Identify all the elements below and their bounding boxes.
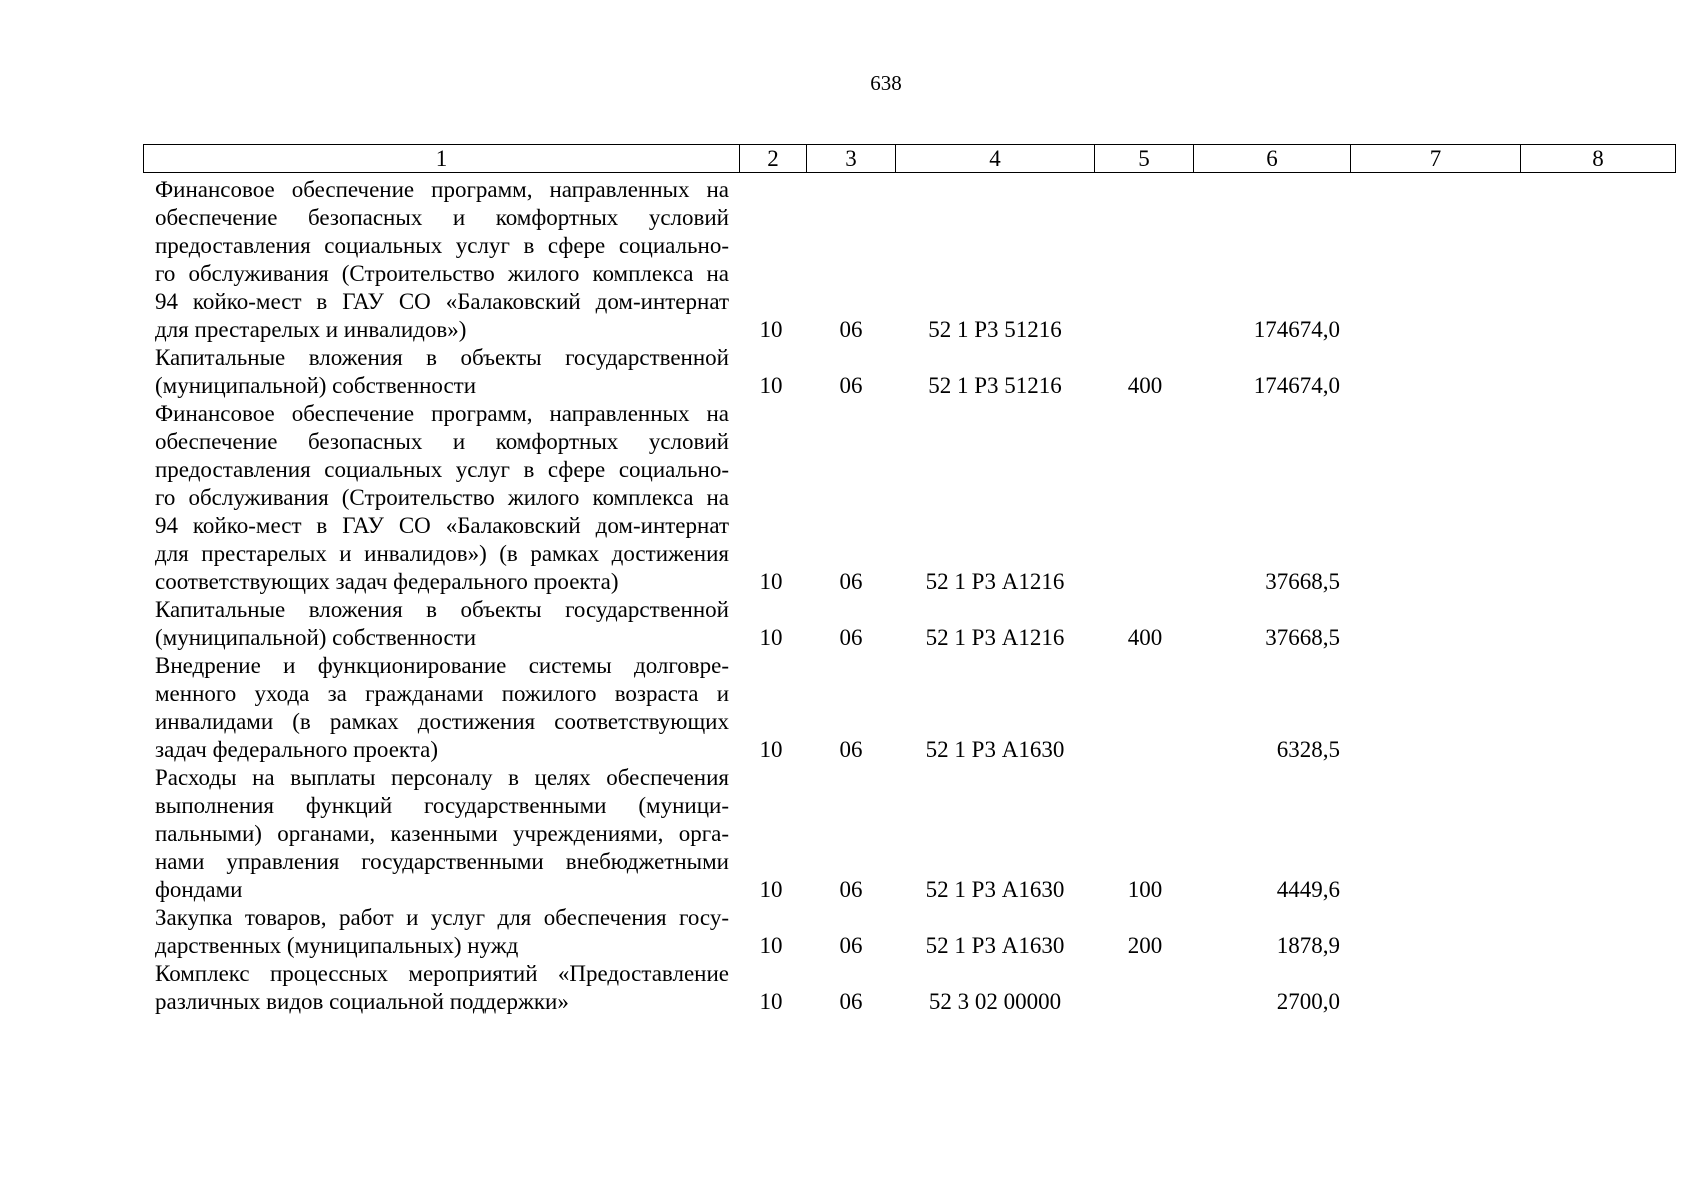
page-number: 638 bbox=[870, 71, 902, 95]
table-body bbox=[0, 176, 1697, 1016]
expense-type-code: 200 bbox=[1127, 933, 1163, 958]
amount-value: 174674,0 bbox=[1253, 317, 1340, 342]
table-row bbox=[0, 960, 1697, 1016]
amount-value: 37668,5 bbox=[1265, 625, 1340, 650]
table-row bbox=[0, 400, 1697, 596]
section-code: 10 bbox=[759, 989, 783, 1014]
description-line: дарственных (муниципальных) нужд bbox=[155, 933, 519, 958]
description-line: нами управления государственными внебюджетными bbox=[155, 849, 729, 874]
expense-type-code: 400 bbox=[1127, 373, 1163, 398]
column-header-5: 5 bbox=[1095, 145, 1194, 173]
description-line: инвалидами (в рамках достижения соответствующих bbox=[155, 709, 729, 734]
description-line: Финансовое обеспечение программ, направленных на bbox=[155, 177, 729, 202]
description-line: го обслуживания (Строительство жилого комплекса на bbox=[155, 261, 729, 286]
table-row bbox=[0, 176, 1697, 344]
target-article-code: 52 1 Р3 51216 bbox=[928, 317, 1062, 342]
table-row bbox=[0, 904, 1697, 960]
expense-type-code: 400 bbox=[1127, 625, 1163, 650]
amount-value: 1878,9 bbox=[1276, 933, 1340, 958]
row-description bbox=[155, 960, 729, 1016]
description-line: Закупка товаров, работ и услуг для обеспечения госу- bbox=[155, 905, 729, 930]
description-line: менного ухода за гражданами пожилого возраста и bbox=[155, 681, 729, 706]
amount-value: 174674,0 bbox=[1253, 373, 1340, 398]
description-line: Комплекс процессных мероприятий «Предоставление bbox=[155, 961, 729, 986]
row-description bbox=[155, 344, 729, 400]
subsection-code: 06 bbox=[839, 877, 863, 902]
target-article-code: 52 1 Р3 А1216 bbox=[925, 569, 1065, 594]
column-header-table bbox=[143, 144, 1676, 173]
expense-type-code: 100 bbox=[1127, 877, 1163, 902]
amount-value: 2700,0 bbox=[1276, 989, 1340, 1014]
target-article-code: 52 1 Р3 А1630 bbox=[925, 933, 1065, 958]
section-code: 10 bbox=[759, 373, 783, 398]
description-line: выполнения функций государственными (муници- bbox=[155, 793, 729, 818]
target-article-code: 52 3 02 00000 bbox=[928, 989, 1062, 1014]
description-line: для престарелых и инвалидов») bbox=[155, 317, 467, 342]
column-header-6: 6 bbox=[1194, 145, 1351, 173]
section-code: 10 bbox=[759, 317, 783, 342]
section-code: 10 bbox=[759, 625, 783, 650]
description-line: Внедрение и функционирование системы долговре- bbox=[155, 653, 729, 678]
row-description bbox=[155, 764, 729, 904]
row-description bbox=[155, 596, 729, 652]
subsection-code: 06 bbox=[839, 569, 863, 594]
amount-value: 6328,5 bbox=[1276, 737, 1340, 762]
column-header-1: 1 bbox=[144, 145, 740, 173]
description-line: (муниципальной) собственности bbox=[155, 373, 477, 398]
row-description bbox=[155, 652, 729, 764]
column-header-7: 7 bbox=[1351, 145, 1521, 173]
row-description bbox=[155, 176, 729, 344]
section-code: 10 bbox=[759, 933, 783, 958]
subsection-code: 06 bbox=[839, 373, 863, 398]
description-line: предоставления социальных услуг в сфере социально- bbox=[155, 457, 729, 482]
section-code: 10 bbox=[759, 877, 783, 902]
table-row bbox=[0, 344, 1697, 400]
column-header-4: 4 bbox=[896, 145, 1095, 173]
description-line: 94 койко-мест в ГАУ СО «Балаковский дом-интернат bbox=[155, 513, 729, 538]
table-row bbox=[0, 652, 1697, 764]
description-line: (муниципальной) собственности bbox=[155, 625, 477, 650]
description-line: Капитальные вложения в объекты государственной bbox=[155, 597, 729, 622]
description-line: обеспечение безопасных и комфортных условий bbox=[155, 429, 729, 454]
amount-value: 37668,5 bbox=[1265, 569, 1340, 594]
target-article-code: 52 1 Р3 А1630 bbox=[925, 877, 1065, 902]
column-header-2: 2 bbox=[740, 145, 807, 173]
column-header-8: 8 bbox=[1521, 145, 1676, 173]
subsection-code: 06 bbox=[839, 625, 863, 650]
description-line: предоставления социальных услуг в сфере социально- bbox=[155, 233, 729, 258]
description-line: 94 койко-мест в ГАУ СО «Балаковский дом-интернат bbox=[155, 289, 729, 314]
description-line: для престарелых и инвалидов») (в рамках достижения bbox=[155, 541, 729, 566]
description-line: пальными) органами, казенными учреждениями, орга- bbox=[155, 821, 729, 846]
row-description bbox=[155, 904, 729, 960]
description-line: различных видов социальной поддержки» bbox=[155, 989, 569, 1014]
description-line: фондами bbox=[155, 877, 243, 902]
target-article-code: 52 1 Р3 А1630 bbox=[925, 737, 1065, 762]
description-line: Финансовое обеспечение программ, направленных на bbox=[155, 401, 729, 426]
column-header-3: 3 bbox=[807, 145, 896, 173]
target-article-code: 52 1 Р3 51216 bbox=[928, 373, 1062, 398]
row-description bbox=[155, 400, 729, 596]
section-code: 10 bbox=[759, 569, 783, 594]
description-line: го обслуживания (Строительство жилого комплекса на bbox=[155, 485, 729, 510]
section-code: 10 bbox=[759, 737, 783, 762]
description-line: Расходы на выплаты персоналу в целях обеспечения bbox=[155, 765, 729, 790]
subsection-code: 06 bbox=[839, 317, 863, 342]
description-line: обеспечение безопасных и комфортных условий bbox=[155, 205, 729, 230]
table-row bbox=[0, 596, 1697, 652]
amount-value: 4449,6 bbox=[1276, 877, 1340, 902]
subsection-code: 06 bbox=[839, 933, 863, 958]
subsection-code: 06 bbox=[839, 737, 863, 762]
table-row bbox=[0, 764, 1697, 904]
description-line: Капитальные вложения в объекты государственной bbox=[155, 345, 729, 370]
column-header-row bbox=[144, 145, 1676, 173]
description-line: задач федерального проекта) bbox=[155, 737, 438, 762]
target-article-code: 52 1 Р3 А1216 bbox=[925, 625, 1065, 650]
description-line: соответствующих задач федерального проекта) bbox=[155, 569, 619, 594]
subsection-code: 06 bbox=[839, 989, 863, 1014]
